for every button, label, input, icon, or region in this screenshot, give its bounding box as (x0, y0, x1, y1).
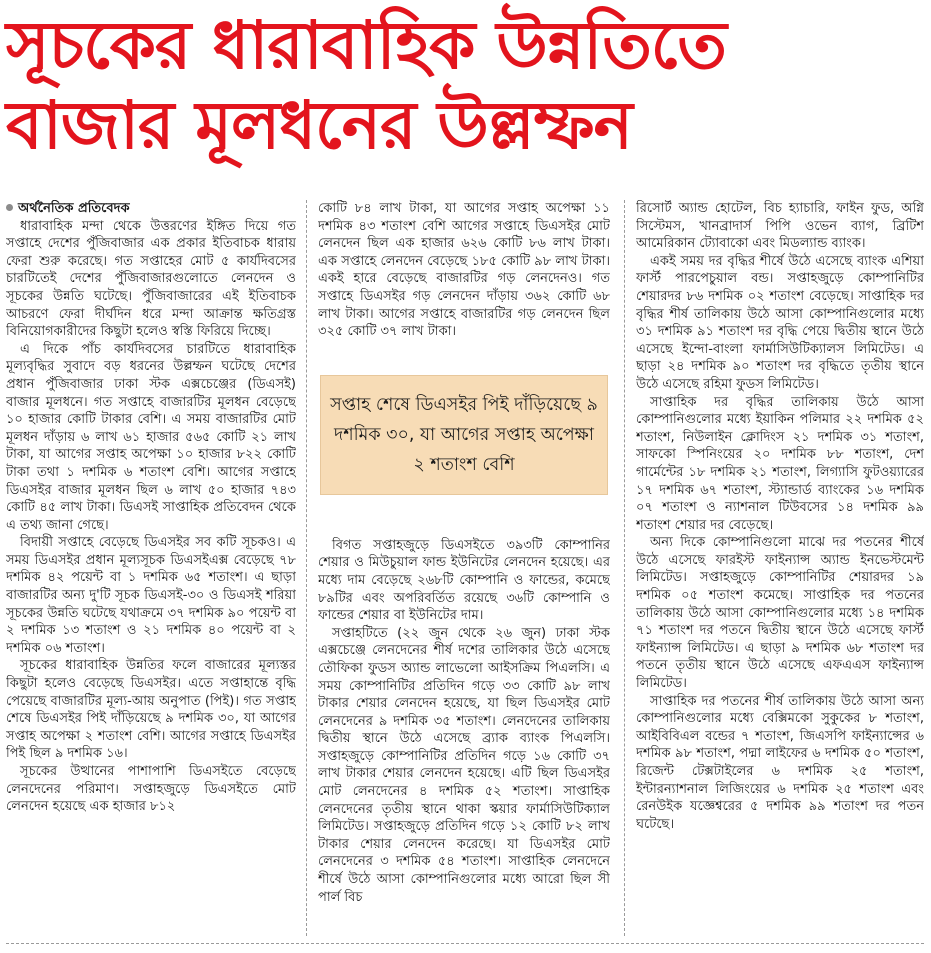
headline-line-2: বাজার মূলধনের উল্লম্ফন (6, 87, 632, 164)
headline (6, 6, 926, 166)
paragraph: কোটি ৮৪ লাখ টাকা, যা আগের সপ্তাহ অপেক্ষা ১১ দশমিক ৪৩ শতাংশ বেশি আগের সপ্তাহে ডিএসইর মোট লেনদেন ছিল এক হাজার ৬২৬ কোটি ৮৬ লাখ টাকা। এক সপ্তাহে লেনদেন বেড়েছে ১৮৫ কোটি ৯৮ লাখ টাকা। একই হারে বেড়েছে বাজারটির গড় লেনদেনও। গত সপ্তাহে ডিএসইর গড় লেনদেন দাঁড়ায় ৩৬২ কোটি ৬৮ লাখ টাকা। আগের সপ্তাহে বাজারটির গড় লেনদেন ছিল ৩২৫ কোটি ৩৭ লাখ টাকা। (318, 201, 610, 340)
paragraph: সূচকের উত্থানের পাশাপাশি ডিএসইতে বেড়েছে লেনদেনের পরিমাণ। সপ্তাহজুড়ে ডিএসইতে মোট লেনদেন হয়েছে এক হাজার ৮১২ (6, 764, 296, 815)
paragraph: সাপ্তাহিক দর বৃদ্ধির তালিকায় উঠে আসা কোম্পানিগুলোর মধ্যে ইয়াকিন পলিমার ২২ দশমিক ৫২ শতাংশ, নিউলাইন ক্লোদিংস ২১ দশমিক ৩১ শতাংশ, সাফকো স্পিনিংয়ের ২০ দশমিক ৮৮ শতাংশ, দেশ গার্মেন্টের ১৮ দশমিক ২১ শতাংশ, লিগ্যাসি ফুটওয়্যারের ১৭ দশমিক ৬৭ শতাংশ, স্ট্যান্ডার্ড ব্যাংকের ১৬ দশমিক ০৭ শতাংশ ও ন্যাশনাল টিউবসের ১৪ দশমিক ৯৯ শতাংশ শেয়ার দর বেড়েছে। (636, 394, 924, 533)
paragraph: রিসোর্ট অ্যান্ড হোটেল, বিচ হ্যাচারি, ফাইন ফুড, অগ্নি সিস্টেমস, খানব্রাদার্স পিপি ওভেন ব্যাগ, ব্রিটিশ আমেরিকান ট্যোবাকো এবং মিডল্যান্ড ব্যাংক। (636, 201, 924, 252)
column-2 (318, 200, 610, 940)
paragraph: সাপ্তাহিক দর পতনের শীর্ষ তালিকায় উঠে আসা অন্য কোম্পানিগুলোর মধ্যে বেক্সিমকো সুকুকের ৮ শতাংশ, আইবিবিএল বন্ডের ৭ শতাংশ, জিএসপি ফাইন্যান্সের ৬ দশমিক ৯৮ শতাংশ, পদ্মা লাইফের ৬ দশমিক ৫০ শতাংশ, রিজেন্ট টেক্সটাইলের ৬ দশমিক ২৫ শতাংশ, ইন্টারন্যাশনাল লিজিংয়ের ৬ দশমিক ২৫ শতাংশ এবং রেনউইক যজ্ঞেশ্বরের ৫ দশমিক ৯৯ শতাংশ দর পতন ঘটেছে। (636, 693, 924, 832)
paragraph: বিগত সপ্তাহজুড়ে ডিএসইতে ৩৯৩টি কোম্পানির শেয়ার ও মিউচুয়াল ফান্ড ইউনিটের লেনদেন হয়েছে। এর মধ্যে দাম বেড়েছে ২৬৮টি কোম্পানি ও ফান্ডের, কমেছে ৮৯টির এবং অপরিবর্তিত রয়েছে ৩৬টি কোম্পানি ও ফান্ডের শেয়ার বা ইউনিটের দাম। (318, 537, 610, 624)
column-1 (6, 200, 296, 940)
bullet-icon (6, 204, 13, 211)
paragraph: সূচকের ধারাবাহিক উন্নতির ফলে বাজারের মূল্যস্তর কিছুটা হলেও বেড়েছে ডিএসইর। এতে সপ্তাহান্তে বৃদ্ধি পেয়েছে বাজারটির মূল্য-আয় অনুপাত (পিই)। গত সপ্তাহ শেষে ডিএসইর পিই দাঁড়িয়েছে ৯ দশমিক ৩০, যা আগের সপ্তাহ অপেক্ষা ২ শতাংশ বেশি। আগের সপ্তাহে ডিএসইর পিই ছিল ৯ দশমিক ১৬। (6, 658, 296, 762)
byline-text: অর্থনৈতিক প্রতিবেদক (18, 201, 130, 216)
column-divider (624, 200, 625, 936)
paragraph: বিদায়ী সপ্তাহে বেড়েছে ডিএসইর সব কটি সূচকও। এ সময় ডিএসইর প্রধান মূল্যসূচক ডিএসইএক্স বেড়েছে ৭৮ দশমিক ৪২ পয়েন্ট বা ১ দশমিক ৬৫ শতাংশ। এ ছাড়া বাজারটির অন্য দু'টি সূচক ডিএসই-৩০ ও ডিএসই শরিয়া সূচকের উন্নতি ঘটেছে যথাক্রমে ৩৭ দশমিক ৯০ পয়েন্ট বা ২ দশমিক ১৩ শতাংশ ও ২১ দশমিক ৪০ পয়েন্ট বা ২ দশমিক ০৬ শতাংশ। (6, 535, 296, 656)
byline (6, 200, 296, 218)
paragraph: ধারাবাহিক মন্দা থেকে উত্তরণের ইঙ্গিত দিয়ে গত সপ্তাহে দেশের পুঁজিবাজার এক প্রকার ইতিবাচক ধারায় ফেরা শুরু করেছে। গত সপ্তাহের মোট ৫ কার্যদিবসের চারটিতেই দেশের পুঁজিবাজারগুলোতে লেনদেন ও সূচকের উন্নতি ঘটেছে। পুঁজিবাজারের এই ইতিবাচক আচরণে ফেরা দীর্ঘদিন ধরে মন্দা আক্রান্ত ক্ষতিগ্রস্ত বিনিয়োগকারীদের কিছুটা হলেও স্বস্তি ফিরিয়ে দিচ্ছে। (6, 218, 296, 340)
paragraph: একই সময় দর বৃদ্ধির শীর্ষে উঠে এসেছে ব্যাংক এশিয়া ফার্স্ট পারপেচুয়াল বন্ড। সপ্তাহজুড়ে কোম্পানিটির শেয়ারদর ৮৬ দশমিক ০২ শতাংশ বেড়েছে। সাপ্তাহিক দর বৃদ্ধির শীর্ষ তালিকায় উঠে আসা কোম্পানিগুলোর মধ্যে ৩১ দশমিক ৯১ শতাংশ দর বৃদ্ধি পেয়ে দ্বিতীয় স্থানে উঠে এসেছে ইন্দো-বাংলা ফার্মাসিউটিক্যালস লিমিটেড। এ ছাড়া ২৪ দশমিক ৯০ শতাংশ দর বৃদ্ধিতে তৃতীয় স্থানে উঠে এসেছে রহিমা ফুডস লিমিটেড। (636, 253, 924, 392)
column-divider (306, 200, 307, 936)
pull-quote: সপ্তাহ শেষে ডিএসইর পিই দাঁড়িয়েছে ৯ দশমিক ৩০, যা আগের সপ্তাহ অপেক্ষা ২ শতাংশ বেশি (320, 375, 608, 495)
paragraph: সপ্তাহটিতে (২২ জুন থেকে ২৬ জুন) ঢাকা স্টক এক্সচেঞ্জে লেনদেনের শীর্ষ দশের তালিকার উঠে এসেছে তৌফিকা ফুডস অ্যান্ড লাভেলো আইসক্রিম পিএলসি। এ সময় কোম্পানিটির প্রতিদিন গড়ে ৩৩ কোটি ৯৮ লাখ টাকার শেয়ার লেনদেন হয়েছে, যা ছিল ডিএসইর মোট লেনদেনের ৯ দশমিক ৩৫ শতাংশ। লেনদেনের তালিকায় দ্বিতীয় স্থানে উঠে এসেছে ব্র্যাক ব্যাংক পিএলসি। সপ্তাহজুড়ে কোম্পানিটির প্রতিদিন গড়ে ১৬ কোটি ৩৭ লাখ টাকার শেয়ার লেনদেন হয়েছে। এটি ছিল ডিএসইর মোট লেনদেনের ৪ দশমিক ৫২ শতাংশ। সাপ্তাহিক লেনদেনের তৃতীয় স্থানে থাকা স্কয়ার ফার্মাসিউটিক্যাল লিমিটেড। সপ্তাহজুড়ে প্রতিদিন গড়ে ১২ কোটি ৮২ লাখ টাকার শেয়ার লেনদেন করেছে। যা ডিএসইর মোট লেনদেনের ৩ দশমিক ৫৪ শতাংশ। সাপ্তাহিক লেনদেনে শীর্ষে উঠে আসা কোম্পানিগুলোর মধ্যে আরো ছিল সী পার্ল বিচ (318, 625, 610, 905)
column-3 (636, 200, 924, 940)
headline-line-1: সূচকের ধারাবাহিক উন্নতিতে (6, 7, 726, 84)
article-body (6, 200, 924, 940)
paragraph: এ দিকে পাঁচ কার্যদিবসের চারটিতে ধারাবাহিক মূল্যবৃদ্ধির সুবাদে বড় ধরনের উল্লম্ফন ঘটেছে দেশের প্রধান পুঁজিবাজার ঢাকা স্টক এক্সচেঞ্জের (ডিএসই) বাজার মূলধনে। গত সপ্তাহে বাজারটির মূলধন বেড়েছে ১০ হাজার কোটি টাকার বেশি। এ সময় বাজারটির মোট মূলধন দাঁড়ায় ৬ লাখ ৬১ হাজার ৫৬৫ কোটি ২১ লাখ টাকা, যা আগের সপ্তাহ অপেক্ষা ১০ হাজার ৮২২ কোটি টাকা তথা ১ দশমিক ৬ শতাংশ বেশি। আগের সপ্তাহে ডিএসইর বাজার মূলধন ছিল ৬ লাখ ৫০ হাজার ৭৪৩ কোটি ৪৫ লাখ টাকা। ডিএসই সাপ্তাহিক প্রতিবেদন থেকে এ তথ্য জানা গেছে। (6, 341, 296, 533)
bottom-divider (6, 943, 924, 944)
paragraph: অন্য দিকে কোম্পানিগুলো মাঝে দর পতনের শীর্ষে উঠে এসেছে ফারইস্ট ফাইন্যান্স অ্যান্ড ইনভেস্টমেন্ট লিমিটেড। সপ্তাহজুড়ে কোম্পানিটির শেয়ারদর ১৯ দশমিক ০৫ শতাংশ কমেছে। সাপ্তাহিক দর পতনের তালিকায় উঠে আসা কোম্পানিগুলোর মধ্যে ১৪ দশমিক ৭১ শতাংশ দর পতনে দ্বিতীয় স্থানে উঠে এসেছে ফার্স্ট ফাইন্যান্স লিমিটেড। এ ছাড়া ৯ দশমিক ৬৮ শতাংশ দর পতনে তৃতীয় স্থানে উঠে এসেছে এফএএস ফাইন্যান্স লিমিটেড। (636, 535, 924, 692)
